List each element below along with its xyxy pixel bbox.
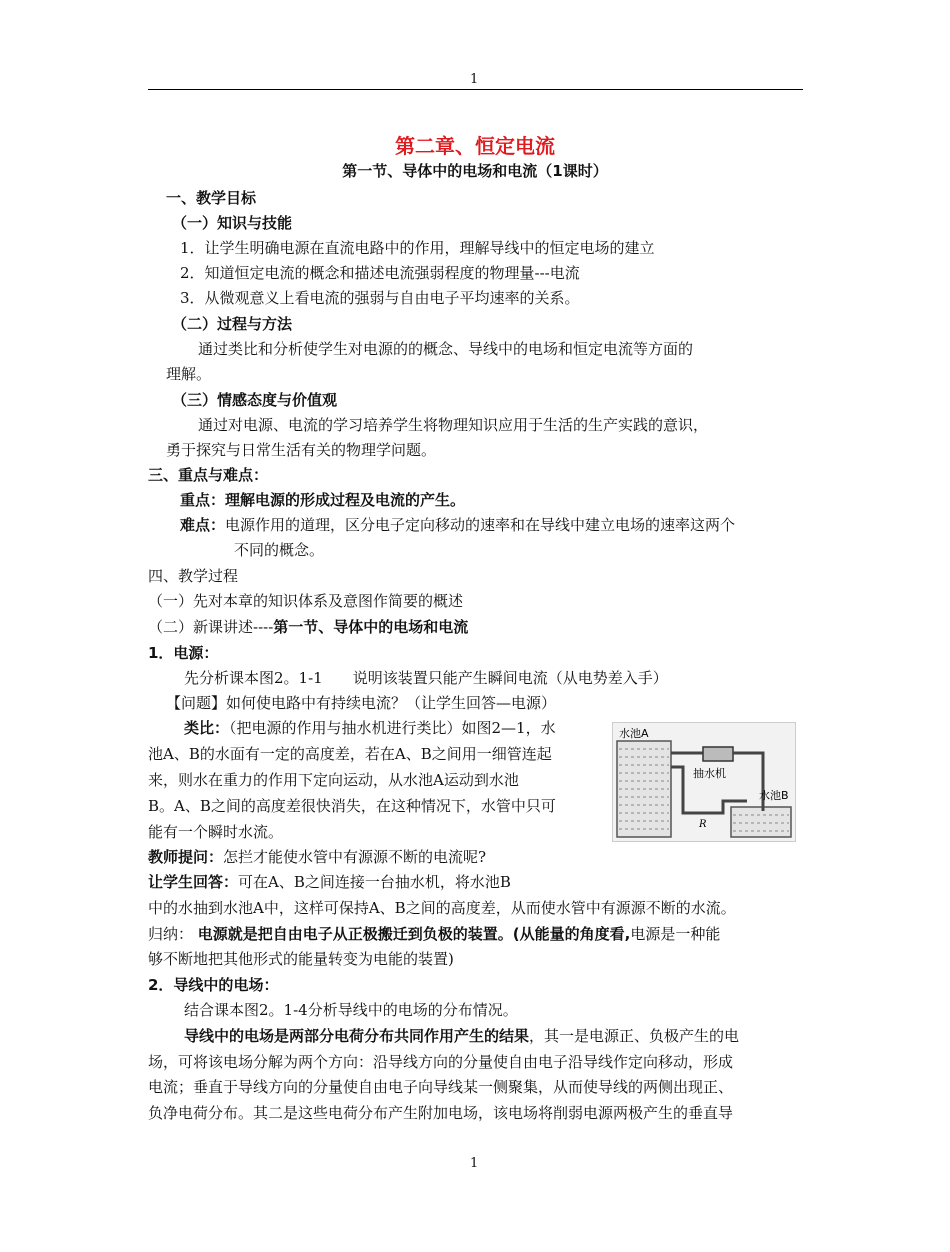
field-heading: 2．导线中的电场： bbox=[148, 976, 279, 994]
knowledge-item: 2．知道恒定电流的概念和描述电流强弱程度的物理量---电流 bbox=[180, 264, 580, 282]
summary-prefix: 归纳： bbox=[148, 925, 194, 943]
teacher-label: 教师提问： bbox=[148, 848, 224, 866]
header-page-number: 1 bbox=[470, 72, 479, 87]
analogy-label: 类比： bbox=[184, 719, 230, 737]
field-text: 结合课本图2。1-4分析导线中的电场的分布情况。 bbox=[184, 1001, 518, 1019]
teaching-process-heading: 四、教学过程 bbox=[148, 567, 239, 585]
field-paragraph-line: 电流；垂直于导线方向的分量使自由电子向导线某一侧聚集，从而使导线的两侧出现正、 bbox=[148, 1078, 734, 1096]
key-text: 理解电源的形成过程及电流的产生。 bbox=[225, 491, 466, 509]
resistance-label: R bbox=[699, 819, 707, 830]
student-text: 中的水抽到水池A中，这样可保持A、B之间的高度差，从而使水管中有源源不断的水流。 bbox=[148, 899, 736, 917]
field-bold: 导线中的电场是两部分电荷分布共同作用产生的结果 bbox=[184, 1027, 530, 1045]
summary-text: 电源是一种能 bbox=[630, 925, 721, 943]
pool-b-label: 水池B bbox=[759, 789, 789, 802]
student-answer bbox=[148, 872, 511, 892]
summary-line bbox=[148, 924, 720, 944]
step-two bbox=[148, 617, 468, 637]
analogy-text: B。A、B之间的高度差很快消失，在这种情况下，水管中只可 bbox=[148, 797, 556, 815]
power-text: 先分析课本图2。1-1 说明该装置只能产生瞬间电流（从电势差入手） bbox=[184, 669, 668, 687]
pool-a-label: 水池A bbox=[619, 727, 649, 740]
emotion-text: 勇于探究与日常生活有关的物理学问题。 bbox=[166, 441, 437, 459]
difficult-point bbox=[180, 515, 735, 535]
analogy-text: （把电源的作用与抽水机进行类比）如图2—1，水 bbox=[229, 719, 556, 737]
knowledge-item: 1．让学生明确电源在直流电路中的作用，理解导线中的恒定电场的建立 bbox=[180, 239, 655, 257]
knowledge-item: 3．从微观意义上看电流的强弱与自由电子平均速率的关系。 bbox=[180, 289, 580, 307]
analogy-line bbox=[184, 718, 556, 738]
power-heading: 1．电源： bbox=[148, 644, 219, 662]
knowledge-heading: （一）知识与技能 bbox=[172, 214, 293, 232]
difficult-text: 电源作用的道理，区分电子定向移动的速率和在导线中建立电场的速率这两个 bbox=[225, 516, 736, 534]
step-two-prefix: （二）新课讲述---- bbox=[148, 618, 274, 636]
section-subtitle: 第一节、导体中的电场和电流（1课时） bbox=[342, 162, 608, 180]
emotion-text: 通过对电源、电流的学习培养学生将物理知识应用于生活的生产实践的意识， bbox=[198, 416, 709, 434]
process-heading: （二）过程与方法 bbox=[172, 315, 293, 333]
keypoints-heading: 三、重点与难点： bbox=[148, 466, 269, 484]
pool-b-shape bbox=[731, 807, 791, 837]
chapter-title: 第二章、恒定电流 bbox=[395, 134, 555, 158]
process-text: 理解。 bbox=[166, 365, 212, 383]
key-label: 重点： bbox=[180, 491, 226, 509]
pump-diagram bbox=[613, 723, 795, 841]
question-text: 【问题】如何使电路中有持续电流？（让学生回答—电源） bbox=[166, 694, 557, 712]
pump-label: 抽水机 bbox=[693, 767, 726, 780]
header-rule bbox=[148, 89, 803, 90]
goals-heading: 一、教学目标 bbox=[166, 189, 257, 207]
analogy-text: 来，则水在重力的作用下定向运动，从水池A运动到水池 bbox=[148, 771, 519, 789]
field-paragraph-line: 场，可将该电场分解为两个方向：沿导线方向的分量使自由电子沿导线作定向移动，形成 bbox=[148, 1053, 734, 1071]
student-label: 让学生回答： bbox=[148, 873, 239, 891]
teacher-question bbox=[148, 847, 486, 867]
analogy-text: 池A、B的水面有一定的高度差，若在A、B之间用一细管连起 bbox=[148, 745, 552, 763]
key-point bbox=[180, 490, 465, 510]
analogy-text: 能有一个瞬时水流。 bbox=[148, 823, 284, 841]
field-text: ，其一是电源正、负极产生的电 bbox=[529, 1027, 740, 1045]
process-text: 通过类比和分析使学生对电源的的概念、导线中的电场和恒定电流等方面的 bbox=[198, 340, 694, 358]
field-paragraph-line bbox=[184, 1026, 739, 1046]
difficult-text: 不同的概念。 bbox=[234, 541, 325, 559]
summary-bold: 电源就是把自由电子从正极搬迁到负极的装置。(从能量的角度看, bbox=[197, 925, 631, 943]
step-one: （一）先对本章的知识体系及意图作简要的概述 bbox=[148, 592, 464, 610]
field-paragraph-line: 负净电荷分布。其二是这些电荷分布产生附加电场，该电场将削弱电源两极产生的垂直导 bbox=[148, 1104, 734, 1122]
emotion-heading: （三）情感态度与价值观 bbox=[172, 391, 338, 409]
pump-shape bbox=[703, 747, 733, 761]
step-two-title: 第一节、导体中的电场和电流 bbox=[273, 618, 469, 636]
teacher-text: 怎拦才能使水管中有源源不断的电流呢? bbox=[223, 848, 487, 866]
student-text: 可在A、B之间连接一台抽水机，将水池B bbox=[238, 873, 511, 891]
pump-analogy-figure bbox=[612, 722, 796, 842]
difficult-label: 难点： bbox=[180, 516, 226, 534]
footer-page-number: 1 bbox=[470, 1156, 479, 1171]
summary-text: 够不断地把其他形式的能量转变为电能的装置) bbox=[148, 950, 454, 968]
